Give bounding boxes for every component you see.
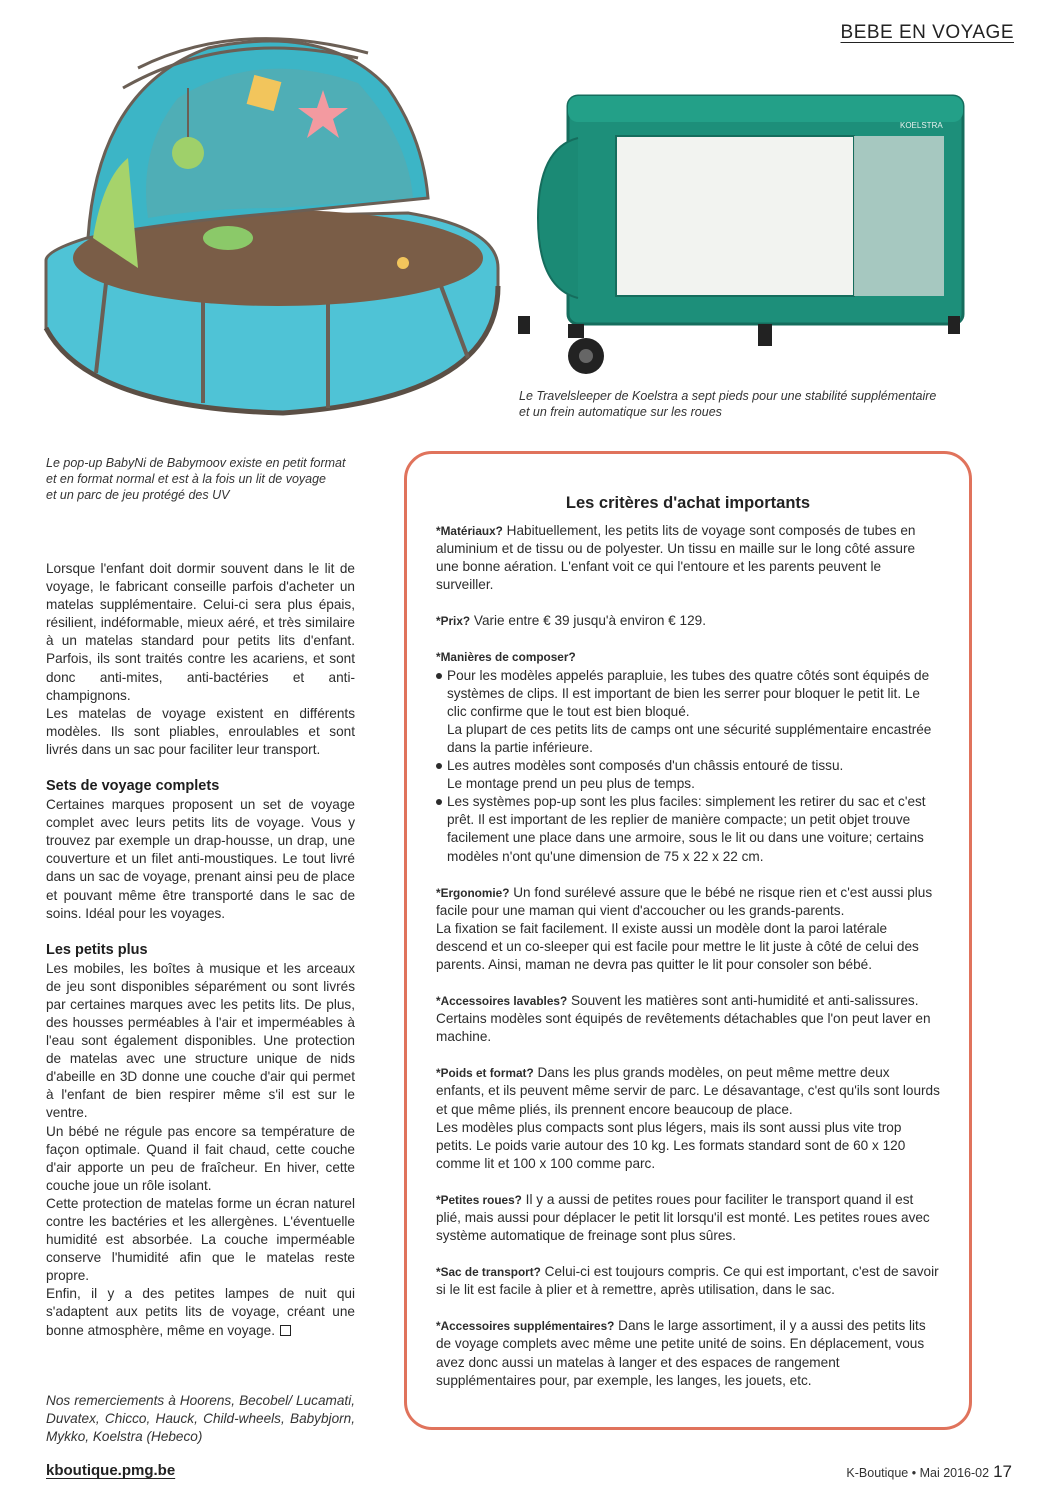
page-number: 17 [993,1462,1012,1481]
paragraph: Un bébé ne régule pas encore sa température de façon optimale. Quand il fait chaud, cette couche d'air apporte un peu de fraîcheur. En hiver, cette couche joue un rôle isolant. [46,1123,355,1193]
criterion-accessoires: *Accessoires lavables? Souvent les matières sont anti-humidité et anti-salissures. Certains modèles sont équipés de revêtements détachables que l'on peut laver en machine. [436,993,931,1045]
paragraph: Enfin, il y a des petites lampes de nuit qui s'adaptent aux petits lits de voyage, créant une bonne atmosphère, même en voyage. [46,1286,355,1338]
section-title: BEBE EN VOYAGE [840,22,1014,43]
criterion-sac: *Sac de transport? Celui-ci est toujours compris. Ce qui est important, c'est de savoir si le lit est facile à plier et à remettre, après utilisation, dans le sac. [436,1264,939,1298]
bullet-item: Pour les modèles appelés parapluie, les tubes des quatre côtés sont équipés de systèmes de clips. Il est important de bien les serrer pour bloquer le petit lit. Le clic confirme que le tout est bien bloqué. [436,667,941,721]
footer-issue [846,1462,1012,1482]
criterion-materiaux: *Matériaux? Habituellement, les petits lits de voyage sont composés de tubes en aluminium et de tissu ou de polyester. Un tissu en maille sur le long côté assure une bonne aération. L'enfant voit ce qui l'entoure et les parents peuvent le surveiller. [436,523,916,593]
caption-babyni: Le pop-up BabyNi de Babymoov existe en petit format et en format normal et est à la fois un lit de voyage et un parc de jeu protégé des UV [46,456,346,502]
bullet-item: Les systèmes pop-up sont les plus faciles: simplement les retirer du sac et c'est prêt. Il est important de les replier de manière compacte; un petit objet trouve facilement une place dans une armoire, sous le lit ou dans une voiture; certains modèles n'ont qu'une dimension de 75 x 22 x 22 cm. [436,793,941,865]
paragraph: Cette protection de matelas forme un écran naturel contre les bactéries et les allergènes. L'éventuelle humidité est absorbée. La couche imperméable conserve l'humidité afin que le matelas reste propre. [46,1195,355,1284]
subheading-sets: Sets de voyage complets [46,778,220,795]
criterion-supplementaires: *Accessoires supplémentaires? Dans le large assortiment, il y a aussi des petits lits de voyage complets avec même une petite unité de soins. En déplacement, vous avez donc aussi un matelas à langer et des espaces de rangement supplémentaires pour, par exemple, les langes, les jouets, etc. [436,1318,926,1388]
criteria-box-title: Les critères d'achat importants [565,494,811,512]
criterion-roues: *Petites roues? Il y a aussi de petites roues pour faciliter le transport quand il est plié, mais aussi pour déplacer le petit lit lorsqu'il est monté. Les petites roues avec système automatique de freinage sont plus sûres. [436,1191,930,1244]
paragraph: Les matelas de voyage existent en différents modèles. Ils sont pliables, enroulables et sont livrés dans un sac pour faciliter leur transport. [46,705,355,757]
criterion-manieres: *Manières de composer? [436,650,576,665]
paragraph: Certaines marques proposent un set de voyage complet avec leurs petits lits de voyage. Vous y trouvez par exemple un drap-housse, un drap, une couverture et un filet anti-moustiques. Le tout livré dans un sac de voyage, prenant ainsi peu de place et pouvant même être transporté dans le sac de soins. Idéal pour les voyages. [46,797,355,921]
criterion-ergonomie: *Ergonomie? Un fond surélevé assure que le bébé ne risque rien et c'est aussi plus facile pour une maman qui vient d'accoucher ou les grands-parents. [436,884,933,918]
acknowledgements: Nos remerciements à Hoorens, Becobel/ Lucamati, Duvatex, Chicco, Hauck, Child-wheels, Babybjorn, Mykko, Koelstra (Hebeco) [46,1393,355,1444]
caption-travelsleeper: Le Travelsleeper de Koelstra a sept pieds pour une stabilité supplémentaire et un frein automatique sur les roues [519,389,937,419]
bullet-continuation: La plupart de ces petits lits de camps ont une sécurité supplémentaire encastrée dans la partie inférieure. [447,721,932,755]
bullet-item: Les autres modèles sont composés d'un châssis entouré de tissu. [436,757,941,775]
criterion-prix: *Prix? Varie entre € 39 jusqu'à environ € 129. [436,613,706,629]
website-link[interactable]: kboutique.pmg.be [46,1462,176,1479]
bullet-continuation: Le montage prend un peu plus de temps. [447,776,695,792]
paragraph: Lorsque l'enfant doit dormir souvent dans le lit de voyage, le fabricant conseille parfois d'acheter un matelas supplémentaire. Celui-ci sera plus épais, résilient, indéformable, mieux aéré, et très similaire à un matelas standard pour petits lits d'enfant. Parfois, ils sont traités contre les acariens, et sont donc anti-mites, anti-bactéries et anti-champignons. [46,561,355,703]
criterion-poids: *Poids et format? Dans les plus grands modèles, on peut même mettre deux enfants, et ils peuvent même servir de parc. Le désavantage, c'est qu'ils sont lourds et que même pliés, ils prennent encore beaucoup de place. [436,1065,940,1117]
paragraph: Les mobiles, les boîtes à musique et les arceaux de jeu sont disponibles séparément ou sont livrés par certaines marques avec les petits lits. De plus, des housses perméables à l'air et imperméables à l'eau sont également disponibles. Une protection de matelas avec une structure unique de nids d'abeille en 3D donne une couche d'air qui permet à l'enfant de bien respirer même s'il est sur le ventre. [46,960,355,1121]
paragraph: Les modèles plus compacts sont plus légers, mais ils sont aussi plus vite trop petits. Le poids varie autour des 10 kg. Les formats standard sont de 60 x 120 comme lit et 100 x 100 comme parc. [436,1119,906,1171]
subheading-petits-plus: Les petits plus [46,941,148,958]
travelsleeper-cot-photo [508,88,978,378]
issue-label: K-Boutique • Mai 2016-02 [846,1466,990,1480]
cot-brand-label: KOELSTRA [900,121,943,130]
left-column [46,560,355,1340]
paragraph: La fixation se fait facilement. Il existe aussi un modèle dont la paroi latérale descend et un co-sleeper qui est facile pour mettre le lit juste à côté de celui des parents. Ainsi, maman ne devra pas quitter le lit pour consoler son bébé. [436,920,919,972]
babyni-tent-photo [28,28,508,433]
criteria-box-body [436,522,941,1390]
end-square-icon [280,1325,291,1336]
